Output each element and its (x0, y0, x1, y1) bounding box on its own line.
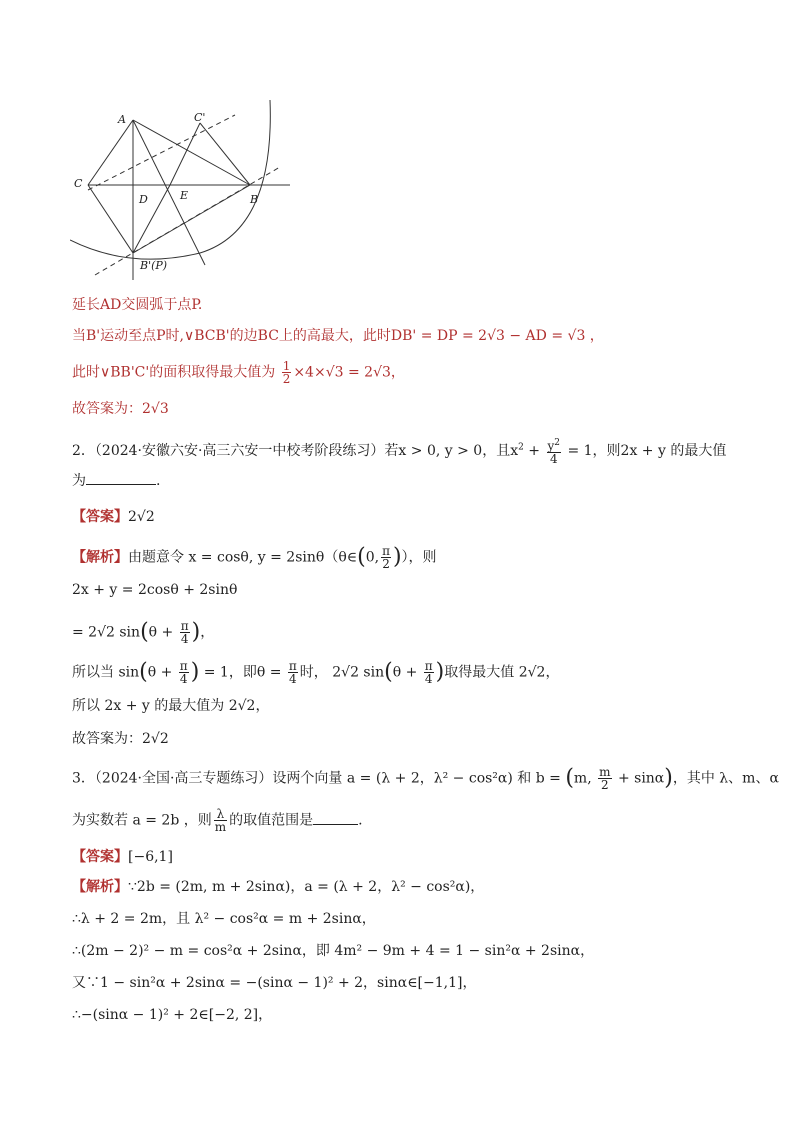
label-b-prime-p: B'(P) (140, 259, 168, 272)
line-2: 当B'运动至点P时,∨BCB'的边BC上的高最大，此时DB' = DP = 2√3 − AD = √3 ， (72, 328, 604, 344)
solution-2: 【解析】由题意令 x = cosθ, y = 2sinθ（θ∈(0, $\frac{\pi}{2}$ )），则 (72, 544, 437, 571)
label-c: C (74, 177, 83, 190)
question-2: 2．（2024·安徽六安·高三六安一中校考阶段练习）若x > 0, y > 0，且$x^2$ + $\frac{y^2}{4}$ = 1，则2x + y 的最大值 (72, 438, 727, 466)
solution-2-line-3: 2x + y = 2cosθ + 2sinθ (72, 582, 238, 598)
solution-3-line-4: 又∵1 − sin²α + 2sinα = −(sinα − 1)² + 2，sinα∈[−1,1]， (72, 975, 477, 991)
line-4: 故答案为：2√3 (72, 401, 169, 417)
label-c-prime: C' (194, 111, 206, 124)
solution-3-line-3: ∴(2m − 2)² − m = cos²α + 2sinα，即 4m² − 9m + 4 = 1 − sin²α + 2sinα， (72, 943, 595, 959)
answer-3: 【答案】[−6,1] (72, 849, 173, 865)
line-1: 延长AD交圆弧于点P. (72, 297, 203, 313)
label-d: D (139, 193, 148, 206)
answer-2: 【答案】2√2 (72, 509, 155, 525)
solution-2-line-5: 所以当 sin(θ + $\frac{\pi}{4}$ ) = 1，即θ = $\frac{\pi}{4}$ 时， 2√2 sin(θ + $\frac{\pi}{4}$ )取得最大值 2√2， (72, 659, 560, 686)
line-3: 此时∨BB'C'的面积取得最大值为 $\frac{1}{2}$ ×4×√3 = 2√3， (72, 359, 405, 386)
solution-3: 【解析】∵2b = (2m, m + 2sinα)，a = (λ + 2，λ² − cos²α)， (72, 879, 485, 895)
question-3: 3．（2024·全国·高三专题练习）设两个向量 a = (λ + 2，λ² − cos²α) 和 b = (m, $\frac{m}{2}$ + sinα)，其中 λ、m、α (72, 765, 779, 792)
solution-3-line-2: ∴λ + 2 = 2m，且 λ² − cos²α = m + 2sinα， (72, 911, 376, 927)
question-3-cont: 为实数若 a = 2b ，则 $\frac{\lambda}{m}$ 的取值范围是 . (72, 807, 363, 834)
solution-2-line-6: 所以 2x + y 的最大值为 2√2， (72, 698, 270, 714)
solution-2-line-7: 故答案为：2√2 (72, 731, 169, 747)
label-e: E (180, 189, 189, 202)
label-a: A (118, 113, 126, 126)
question-2-cont: 为 . (72, 473, 161, 489)
geometry-figure (70, 95, 300, 285)
solution-3-line-5: ∴−(sinα − 1)² + 2∈[−2, 2]， (72, 1007, 273, 1023)
solution-2-line-4: = 2√2 sin(θ + $\frac{\pi}{4}$ )， (72, 619, 215, 646)
label-b: B (250, 193, 259, 206)
